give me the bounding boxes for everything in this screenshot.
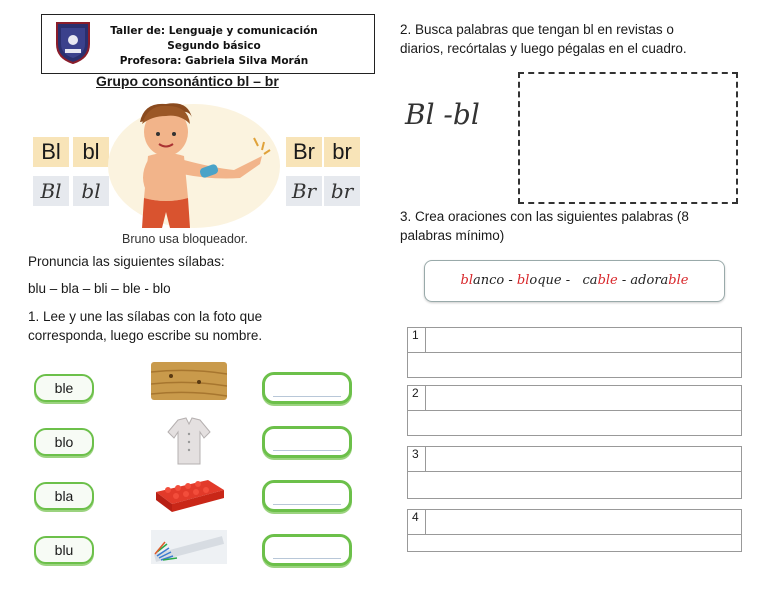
line-number-1: 1 <box>408 328 426 352</box>
school-crest-icon <box>55 20 91 64</box>
separator-2: - <box>561 273 583 288</box>
word4-start: adora <box>630 273 669 288</box>
sentence-line-1[interactable] <box>407 327 742 378</box>
exercise2-instruction-line2: diarios, recórtalas y luego pégalas en el cuadro. <box>400 41 687 56</box>
blouse-image <box>164 416 214 466</box>
word1-red: bl <box>460 273 473 288</box>
exercise3-instruction-line2: palabras mínimo) <box>400 228 505 243</box>
sentence-line-4[interactable] <box>407 509 742 552</box>
word3-start: ca <box>582 273 598 288</box>
syllable-pill-ble: ble <box>34 374 94 402</box>
word3-red: ble <box>597 273 618 288</box>
paste-area[interactable] <box>518 72 738 204</box>
word2-rest: oque <box>529 273 562 288</box>
syllable-pill-blu: blu <box>34 536 94 564</box>
card-bl-cursive-lower: bl <box>73 176 109 206</box>
word2-red: bl <box>516 273 530 288</box>
word4-red: ble <box>668 273 689 288</box>
card-br-cursive-lower: br <box>324 176 360 206</box>
page-title: Grupo consonántico bl – br <box>96 73 279 89</box>
answer-field-4[interactable] <box>262 534 352 566</box>
illustration-caption: Bruno usa bloqueador. <box>122 232 248 246</box>
syllable-pill-blo: blo <box>34 428 94 456</box>
header-grade: Segundo básico <box>167 40 261 52</box>
answer-field-1[interactable] <box>262 372 352 404</box>
sentence-line-3[interactable] <box>407 446 742 499</box>
pronounce-instruction: Pronuncia las siguientes sílabas: <box>28 254 225 269</box>
script-bl-label: Bl -bl <box>405 98 480 131</box>
lego-block-image <box>152 474 226 514</box>
cable-image <box>151 530 227 564</box>
header-teacher: Profesora: Gabriela Silva Morán <box>119 55 309 67</box>
separator-1: - <box>504 273 517 288</box>
exercise1-instruction-line1: 1. Lee y une las sílabas con la foto que <box>28 309 263 324</box>
word-bank <box>424 260 725 302</box>
exercise2-instruction-line1: 2. Busca palabras que tengan bl en revistas o <box>400 22 674 37</box>
syllable-list: blu – bla – bli – ble - blo <box>28 281 171 296</box>
answer-field-2[interactable] <box>262 426 352 458</box>
exercise3-instruction-line1: 3. Crea oraciones con las siguientes palabras (8 <box>400 209 689 224</box>
line-number-2: 2 <box>408 386 426 410</box>
card-bl-cursive-upper: Bl <box>33 176 69 206</box>
card-br-cursive-upper: Br <box>286 176 322 206</box>
syllable-pill-bla: bla <box>34 482 94 510</box>
separator-3: - <box>617 273 631 288</box>
answer-field-3[interactable] <box>262 480 352 512</box>
card-br-upper: Br <box>286 137 322 167</box>
word1-rest: anco <box>473 273 505 288</box>
exercise1-instruction-line2: corresponda, luego escribe su nombre. <box>28 328 263 343</box>
header-workshop: Taller de: Lenguaje y comunicación <box>110 25 318 37</box>
boy-sunscreen-illustration <box>104 98 282 230</box>
line-number-3: 3 <box>408 447 426 471</box>
sentence-line-2[interactable] <box>407 385 742 436</box>
card-bl-lower: bl <box>73 137 109 167</box>
card-br-lower: br <box>324 137 360 167</box>
wood-block-image <box>151 362 227 400</box>
card-bl-upper: Bl <box>33 137 69 167</box>
line-number-4: 4 <box>408 510 426 534</box>
